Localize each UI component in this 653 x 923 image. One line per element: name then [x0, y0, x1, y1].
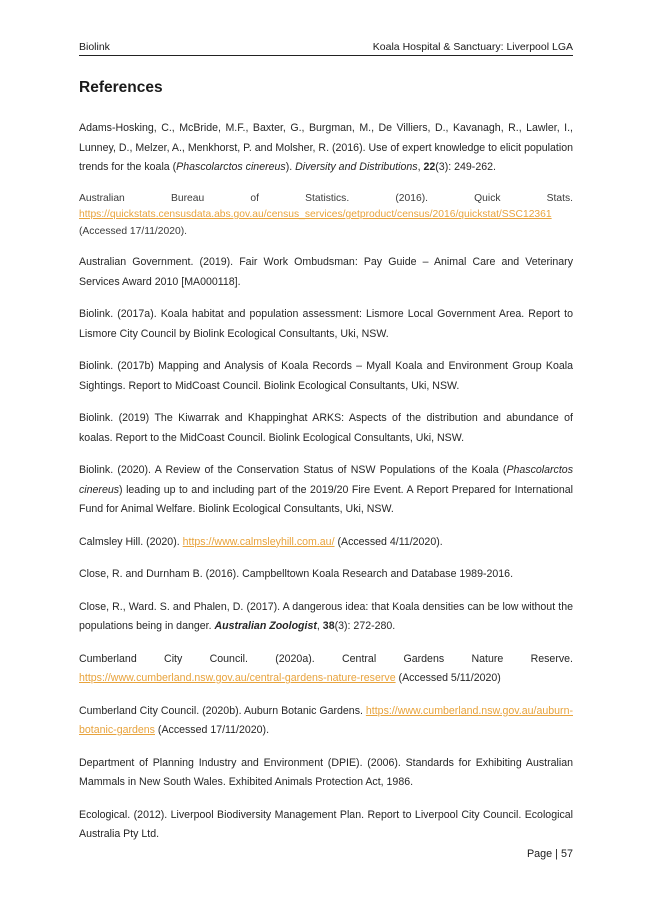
- header-right: Koala Hospital & Sanctuary: Liverpool LGA: [372, 41, 573, 53]
- reference-item: Biolink. (2020). A Review of the Conservation Status of NSW Populations of the Koala (Phascolarctos cinereus) leading up to and including part of the 2019/20 Fire Event. A Report Prepared for International Fund for Animal Welfare. Biolink Ecological Consultants, Uki, NSW.: [79, 464, 573, 515]
- reference-item: Close, R., Ward. S. and Phalen, D. (2017). A dangerous idea: that Koala densities can be low without the populations being in danger. Australian Zoologist, 38(3): 272-280.: [79, 600, 573, 632]
- reference-link[interactable]: https://www.cumberland.nsw.gov.au/auburn-botanic-gardens: [79, 704, 573, 736]
- reference-list: [79, 119, 573, 858]
- reference-item: Department of Planning Industry and Environment (DPIE). (2006). Standards for Exhibiting Australian Mammals in New South Wales. Exhibited Animals Protection Act, 1986.: [79, 756, 573, 788]
- section-title: References: [79, 79, 163, 96]
- reference-item: Cumberland City Council. (2020b). Auburn Botanic Gardens. https://www.cumberland.nsw.gov.au/auburn-botanic-gardens (Accessed 17/11/2020).: [79, 704, 573, 736]
- reference-item: Calmsley Hill. (2020). https://www.calmsleyhill.com.au/ (Accessed 4/11/2020).: [79, 535, 443, 548]
- reference-link[interactable]: https://www.calmsleyhill.com.au/: [182, 535, 335, 548]
- reference-item: Cumberland City Council. (2020a). Central Gardens Nature Reserve. https://www.cumberland.nsw.gov.au/central-gardens-nature-reserve (Accessed 5/11/2020): [79, 652, 573, 684]
- reference-item: Biolink. (2017b) Mapping and Analysis of Koala Records – Myall Koala and Environment Group Koala Sightings. Report to MidCoast Council. Biolink Ecological Consultants, Uki, NSW.: [79, 360, 573, 392]
- reference-item: Ecological. (2012). Liverpool Biodiversity Management Plan. Report to Liverpool City Council. Ecological Australia Pty Ltd.: [79, 808, 573, 840]
- reference-item: Close, R. and Durnham B. (2016). Campbelltown Koala Research and Database 1989-2016.: [79, 568, 514, 580]
- page-number: Page | 57: [526, 848, 573, 860]
- reference-link[interactable]: https://quickstats.censusdata.abs.gov.au/census_services/getproduct/census/2016/quickstat/SSC12361: [79, 209, 552, 220]
- reference-item: Adams-Hosking, C., McBride, M.F., Baxter, G., Burgman, M., De Villiers, D., Kavanagh, R., Lawler, I., Lunney, D., Melzer, A., Menkhorst, P. and Molsher, R. (2016). Use of expert knowledge to elicit population trends for the koala (Phascolarctos cinereus). Diversity and Distributions, 22(3): 249-262.: [79, 122, 573, 173]
- page-header: [79, 41, 573, 56]
- reference-item: Biolink. (2017a). Koala habitat and population assessment: Lismore Local Government Area. Report to Lismore City Council by Biolink Ecological Consultants, Uki, NSW.: [79, 308, 573, 340]
- reference-item: Australian Government. (2019). Fair Work Ombudsman: Pay Guide – Animal Care and Veterinary Services Award 2010 [MA000118].: [79, 256, 573, 288]
- reference-link[interactable]: https://www.cumberland.nsw.gov.au/central-gardens-nature-reserve: [79, 672, 396, 684]
- reference-item: Australian Bureau of Statistics. (2016). Quick Stats. https://quickstats.censusdata.abs.gov.au/census_services/getproduct/census/2016/quickstat/SSC12361 (Accessed 17/11/2020).: [79, 192, 573, 237]
- reference-item: Biolink. (2019) The Kiwarrak and Khappinghat ARKS: Aspects of the distribution and abundance of koalas. Report to the MidCoast Council. Biolink Ecological Consultants, Uki, NSW.: [79, 412, 573, 444]
- header-left: Biolink: [79, 41, 110, 53]
